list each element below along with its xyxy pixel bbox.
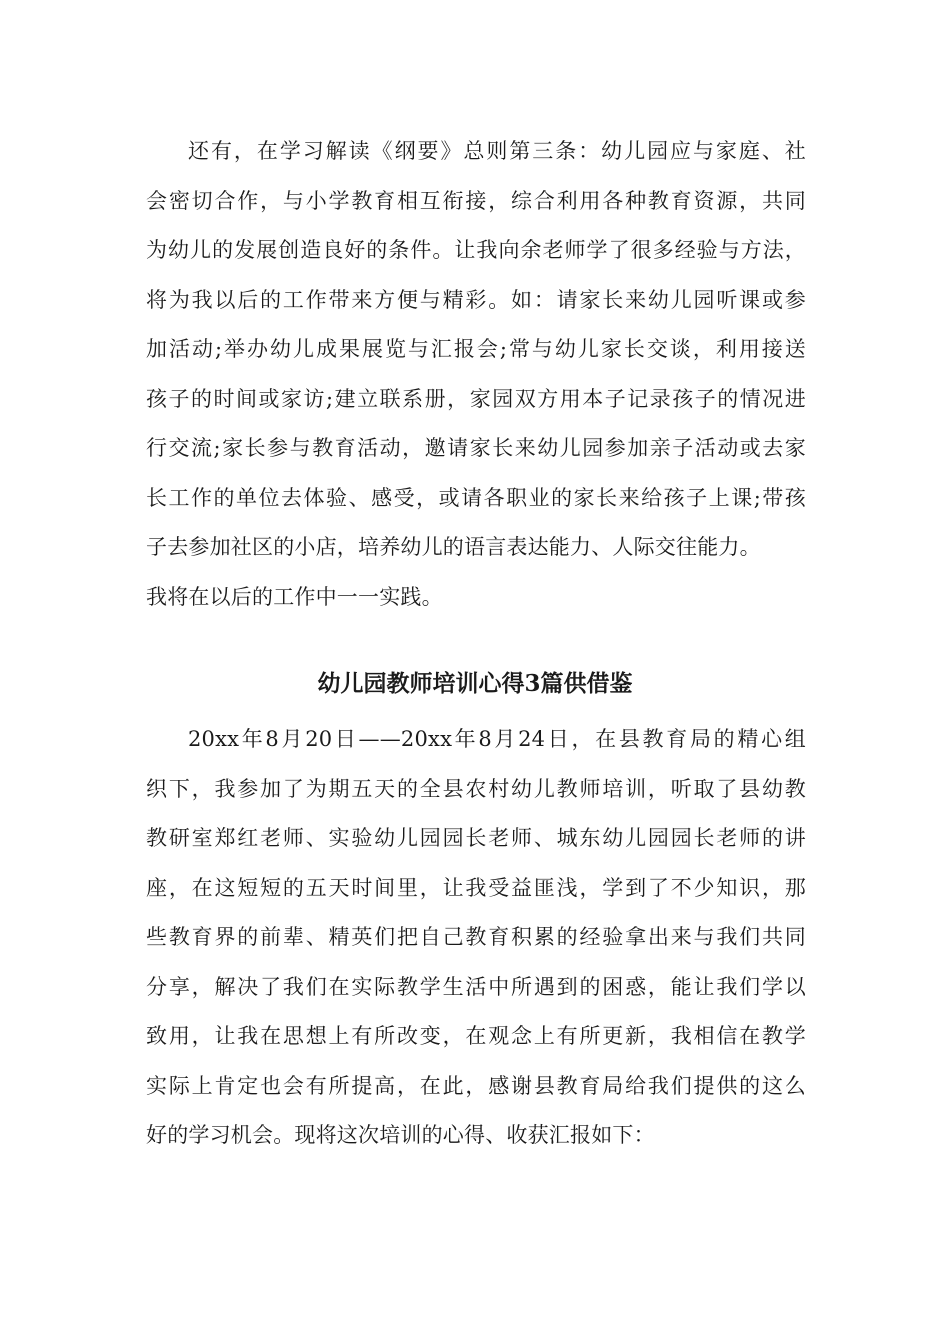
paragraph-2-line: 20xx年8月20日——20xx年8月24日，在县教育局的精心组 (188, 727, 806, 751)
paragraph-1-line: 还有，在学习解读《纲要》总则第三条：幼儿园应与家庭、社 (188, 139, 806, 163)
paragraph-2-line: 织下，我参加了为期五天的全县农村幼儿教师培训，听取了县幼教 (146, 776, 806, 801)
paragraph-1-line: 孩子的时间或家访;建立联系册，家园双方用本子记录孩子的情况进 (146, 386, 806, 411)
paragraph-1-line: 为幼儿的发展创造良好的条件。让我向余老师学了很多经验与方法， (146, 238, 806, 262)
paragraph-1-line: 将为我以后的工作带来方便与精彩。如：请家长来幼儿园听课或参 (146, 287, 806, 312)
paragraph-1-line: 子去参加社区的小店，培养幼儿的语言表达能力、人际交往能力。 (146, 535, 761, 559)
paragraph-1 (146, 127, 806, 622)
paragraph-1-line: 我将在以后的工作中一一实践。 (146, 584, 443, 609)
section-heading: 幼儿园教师培训心得3篇供借鉴 (317, 670, 633, 697)
paragraph-2-line: 实际上肯定也会有所提高，在此，感谢县教育局给我们提供的这么 (146, 1073, 806, 1098)
paragraph-1-line: 加活动;举办幼儿成果展览与汇报会;常与幼儿家长交谈，利用接送 (146, 337, 806, 361)
paragraph-1-line: 长工作的单位去体验、感受，或请各职业的家长来给孩子上课;带孩 (146, 485, 806, 510)
paragraph-2-line: 教研室郑红老师、实验幼儿园园长老师、城东幼儿园园长老师的讲 (146, 826, 806, 850)
paragraph-2 (146, 715, 806, 1161)
paragraph-1-line: 会密切合作，与小学教育相互衔接，综合利用各种教育资源，共同 (146, 188, 806, 213)
paragraph-2-line: 分享，解决了我们在实际教学生活中所遇到的困惑，能让我们学以 (146, 974, 806, 999)
paragraph-2-line: 些教育界的前辈、精英们把自己教育积累的经验拿出来与我们共同 (146, 925, 806, 949)
paragraph-1-line: 行交流;家长参与教育活动，邀请家长来幼儿园参加亲子活动或去家 (146, 436, 806, 460)
paragraph-2-line: 座，在这短短的五天时间里，让我受益匪浅，学到了不少知识，那 (146, 875, 806, 900)
paragraph-2-line: 好的学习机会。现将这次培训的心得、收获汇报如下： (146, 1123, 655, 1147)
paragraph-2-line: 致用，让我在思想上有所改变，在观念上有所更新，我相信在教学 (146, 1024, 806, 1048)
